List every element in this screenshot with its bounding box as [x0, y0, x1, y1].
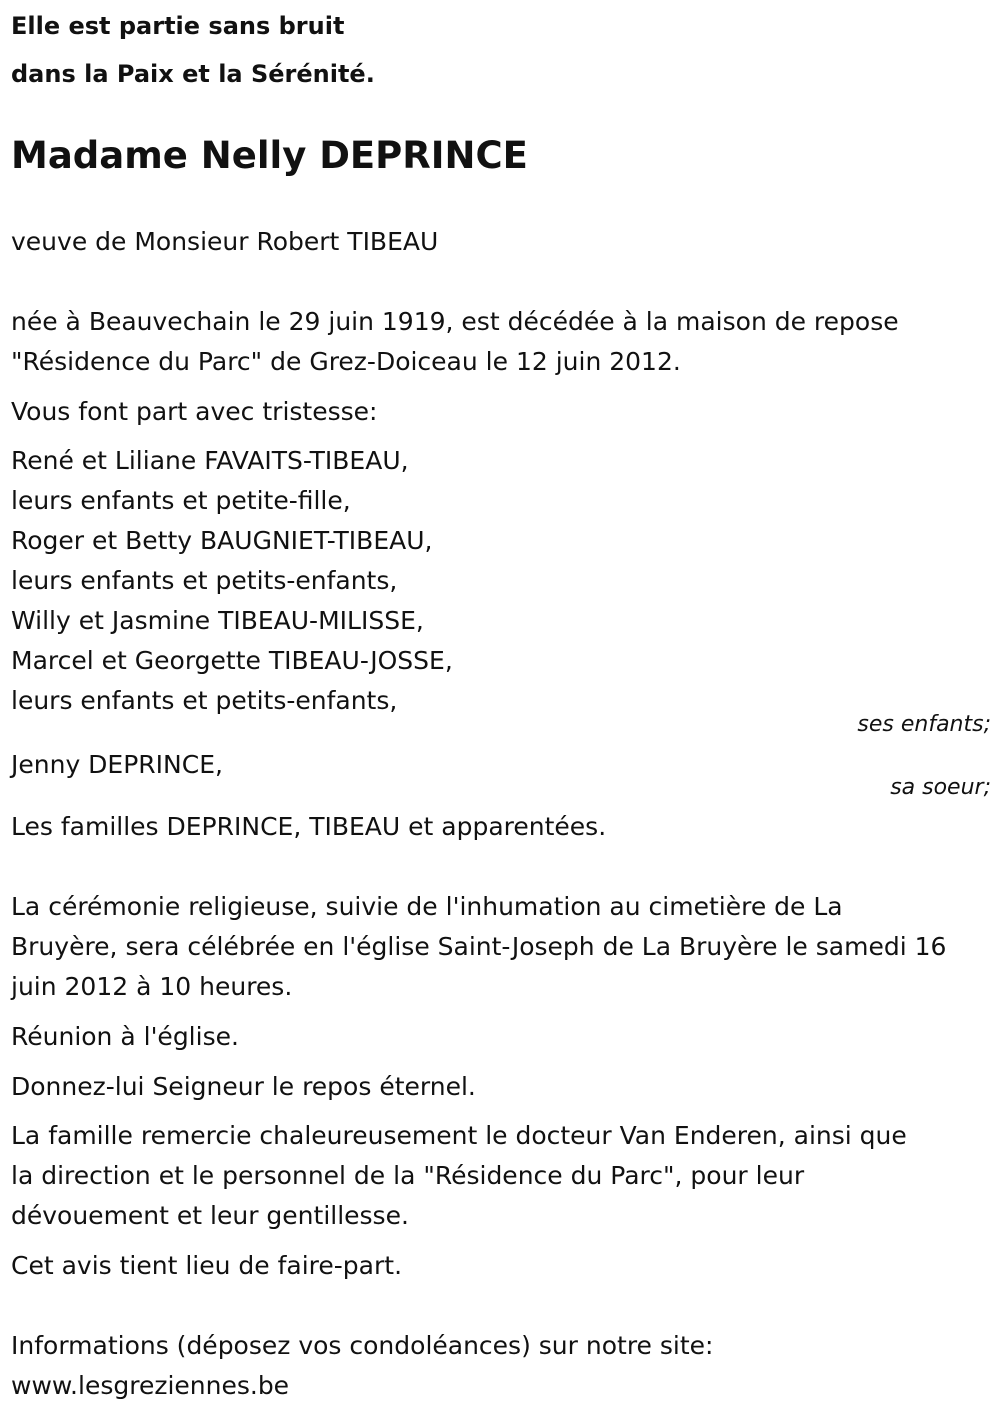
website-link[interactable]: www.lesgreziennes.be	[11, 1371, 290, 1400]
intro-line-1: Elle est partie sans bruit	[11, 12, 345, 40]
sister-line: Jenny DEPRINCE,	[11, 750, 223, 779]
children-line: leurs enfants et petite-fille,	[11, 486, 351, 515]
bio-line-2: "Résidence du Parc" de Grez-Doiceau le 12 juin 2012.	[11, 347, 681, 376]
thanks-line: dévouement et leur gentillesse.	[11, 1201, 409, 1230]
intro-line-2: dans la Paix et la Sérénité.	[11, 60, 375, 88]
ceremony-line: La cérémonie religieuse, suivie de l'inhumation au cimetière de La	[11, 892, 843, 921]
sister-relation: sa soeur;	[890, 775, 991, 800]
children-line: Willy et Jasmine TIBEAU-MILISSE,	[11, 606, 424, 635]
children-relation: ses enfants;	[857, 712, 991, 737]
children-line: leurs enfants et petits-enfants,	[11, 566, 398, 595]
info-line: Informations (déposez vos condoléances) sur notre site:	[11, 1331, 714, 1360]
ceremony-line: Bruyère, sera célébrée en l'église Saint-Joseph de La Bruyère le samedi 16	[11, 932, 947, 961]
ceremony-line: juin 2012 à 10 heures.	[11, 972, 293, 1001]
children-line: Roger et Betty BAUGNIET-TIBEAU,	[11, 526, 433, 555]
children-line: Marcel et Georgette TIBEAU-JOSSE,	[11, 646, 453, 675]
meeting-line: Réunion à l'église.	[11, 1022, 239, 1051]
children-line: René et Liliane FAVAITS-TIBEAU,	[11, 446, 409, 475]
families-line: Les familles DEPRINCE, TIBEAU et apparentées.	[11, 812, 607, 841]
notice-line: Cet avis tient lieu de faire-part.	[11, 1251, 403, 1280]
prayer-line: Donnez-lui Seigneur le repos éternel.	[11, 1072, 476, 1101]
family-intro: Vous font part avec tristesse:	[11, 397, 378, 426]
children-line: leurs enfants et petits-enfants,	[11, 686, 398, 715]
thanks-line: La famille remercie chaleureusement le docteur Van Enderen, ainsi que	[11, 1121, 907, 1150]
thanks-line: la direction et le personnel de la "Résidence du Parc", pour leur	[11, 1161, 805, 1190]
spouse-line: veuve de Monsieur Robert TIBEAU	[11, 227, 439, 256]
deceased-name: Madame Nelly DEPRINCE	[11, 134, 528, 177]
bio-line-1: née à Beauvechain le 29 juin 1919, est décédée à la maison de repose	[11, 307, 899, 336]
